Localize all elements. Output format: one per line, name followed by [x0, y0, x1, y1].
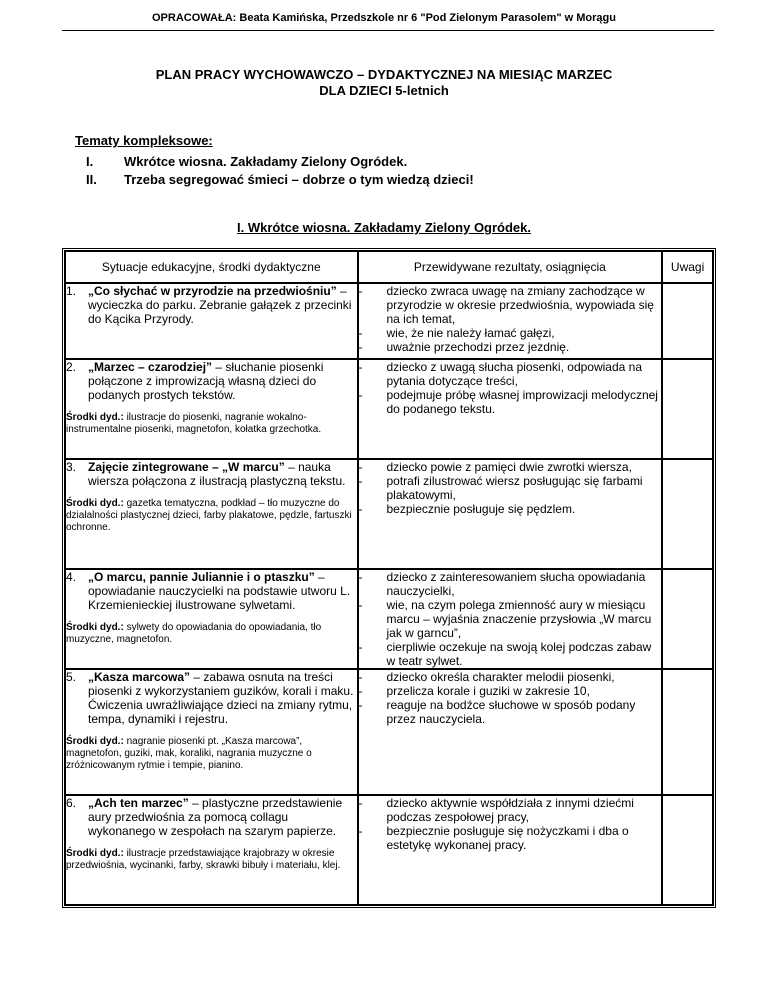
result-item — [359, 326, 662, 340]
item-description: – plastyczne przedstawienie aury przedwiośnia za pomocą collagu wykonanego w zespołach na szarym papierze. — [88, 796, 343, 838]
item-description: – nauka wiersza połączona z ilustracją plastyczną tekstu. — [88, 460, 346, 488]
results-cell — [358, 795, 663, 905]
situation-item — [66, 284, 357, 326]
situation-cell — [65, 283, 358, 359]
dash-bullet: - — [358, 684, 363, 698]
table-row — [65, 569, 713, 669]
item-description: – słuchanie piosenki połączone z improwizacją własną dzieci do podanych prostych tekstów. — [88, 360, 324, 402]
item-number: 6. — [66, 796, 77, 810]
item-description: – opowiadanie nauczycielki na podstawie utworu L. Krzemienieckiej ilustrowane sylwetami. — [88, 570, 351, 612]
item-text — [88, 570, 357, 612]
notes-cell — [662, 459, 713, 569]
teaching-aids — [66, 736, 357, 772]
document-title — [0, 67, 768, 99]
item-title: Zajęcie zintegrowane – „W marcu” — [88, 460, 285, 474]
dash-bullet: - — [358, 598, 363, 612]
result-text: podejmuje próbę własnej improwizacji melodycznej do podanego tekstu. — [386, 388, 658, 416]
item-number: 5. — [66, 670, 77, 684]
situation-cell — [65, 569, 358, 669]
notes-cell — [662, 795, 713, 905]
teaching-aids-text: gazetka tematyczna, podkład – tło muzyczne do działalności plastycznej dzieci, farby plakatowe, pędzle, fartuszki ochronne. — [66, 498, 352, 533]
result-text: dziecko aktywnie współdziała z innymi dziećmi podczas zespołowej pracy, — [386, 796, 634, 824]
result-text: dziecko powie z pamięci dwie zwrotki wiersza, — [386, 460, 632, 474]
header-results: Przewidywane rezultaty, osiągnięcia — [358, 251, 663, 283]
notes-cell — [662, 569, 713, 669]
result-text: dziecko określa charakter melodii piosenki, — [386, 670, 615, 684]
theme-item — [82, 171, 474, 189]
dash-bullet: - — [358, 460, 363, 474]
theme-text: Wkrótce wiosna. Zakładamy Zielony Ogródek. — [124, 154, 408, 169]
result-item — [359, 796, 662, 824]
dash-bullet: - — [358, 670, 363, 684]
result-item — [359, 684, 662, 698]
notes-cell — [662, 669, 713, 795]
result-item — [359, 598, 662, 640]
header-situations: Sytuacje edukacyjne, środki dydaktyczne — [65, 251, 358, 283]
theme-number: I. — [86, 154, 94, 169]
result-item — [359, 824, 662, 852]
result-text: przelicza korale i guziki w zakresie 10, — [386, 684, 590, 698]
item-text — [88, 360, 357, 402]
result-item — [359, 698, 662, 726]
result-item — [359, 570, 662, 598]
item-title: „Co słychać w przyrodzie na przedwiośniu” — [88, 284, 337, 298]
situation-cell — [65, 359, 358, 459]
result-text: dziecko z zainteresowaniem słucha opowiadania nauczycielki, — [386, 570, 646, 598]
theme-item — [82, 153, 474, 171]
teaching-aids-label: Środki dyd.: — [66, 848, 124, 859]
situation-cell — [65, 669, 358, 795]
teaching-aids — [66, 848, 357, 872]
result-text: bezpiecznie posługuje się nożyczkami i dba o estetykę wykonanej pracy. — [386, 824, 629, 852]
item-number: 1. — [66, 284, 77, 298]
result-text: reaguje na bodźce słuchowe w sposób podany przez nauczyciela. — [386, 698, 636, 726]
dash-bullet: - — [358, 640, 363, 654]
teaching-aids-label: Środki dyd.: — [66, 412, 124, 423]
teaching-aids — [66, 498, 357, 534]
dash-bullet: - — [358, 824, 363, 838]
teaching-aids-text: sylwety do opowiadania do opowiadania, tło muzyczne, magnetofon. — [66, 622, 322, 645]
result-text: dziecko zwraca uwagę na zmiany zachodzące w przyrodzie w okresie przedwiośnia, wypowiada się na ich temat, — [386, 284, 654, 326]
teaching-aids-label: Środki dyd.: — [66, 498, 124, 509]
teaching-aids-text: ilustracje przedstawiające krajobrazy w okresie przedwiośnia, wycinanki, farby, skrawki bibuły i materiału, klej. — [66, 848, 341, 871]
table-row — [65, 669, 713, 795]
result-item — [359, 640, 662, 668]
title-line-2: DLA DZIECI 5-letnich — [319, 83, 449, 98]
result-item — [359, 284, 662, 326]
result-item — [359, 360, 662, 388]
dash-bullet: - — [358, 570, 363, 584]
dash-bullet: - — [358, 474, 363, 488]
situation-cell — [65, 795, 358, 905]
teaching-aids — [66, 412, 357, 436]
table-row — [65, 459, 713, 569]
item-text — [88, 460, 357, 488]
item-description: – wycieczka do parku. Zebranie gałązek z przecinki do Kącika Przyrody. — [88, 284, 352, 326]
plan-table — [62, 248, 716, 908]
result-text: wie, że nie należy łamać gałęzi, — [386, 326, 555, 340]
teaching-aids-label: Środki dyd.: — [66, 736, 124, 747]
results-cell — [358, 669, 663, 795]
dash-bullet: - — [358, 326, 363, 340]
table-row — [65, 283, 713, 359]
title-line-1: PLAN PRACY WYCHOWAWCZO – DYDAKTYCZNEJ NA MIESIĄC MARZEC — [155, 67, 613, 82]
item-text — [88, 670, 357, 726]
result-item — [359, 474, 662, 502]
dash-bullet: - — [358, 698, 363, 712]
teaching-aids-label: Środki dyd.: — [66, 622, 124, 633]
table-row — [65, 359, 713, 459]
teaching-aids-text: nagranie piosenki pt. „Kasza marcowa”, magnetofon, guziki, mak, koraliki, nagrania muzyczne o zróżnicowanym rytmie i tempie, pianino. — [66, 736, 312, 771]
dash-bullet: - — [358, 340, 363, 354]
dash-bullet: - — [358, 284, 363, 298]
result-item — [359, 460, 662, 474]
dash-bullet: - — [358, 360, 363, 374]
item-title: „Ach ten marzec” — [88, 796, 189, 810]
results-cell — [358, 283, 663, 359]
result-text: potrafi zilustrować wiersz posługując się farbami plakatowymi, — [386, 474, 643, 502]
item-text — [88, 796, 357, 838]
header-notes: Uwagi — [662, 251, 713, 283]
notes-cell — [662, 359, 713, 459]
dash-bullet: - — [358, 502, 363, 516]
result-text: cierpliwie oczekuje na swoją kolej podczas zabaw w teatr sylwet. — [386, 640, 652, 668]
item-text — [88, 284, 357, 326]
notes-cell — [662, 283, 713, 359]
teaching-aids — [66, 622, 357, 646]
result-text: uważnie przechodzi przez jezdnię. — [386, 340, 570, 354]
results-cell — [358, 459, 663, 569]
theme-text: Trzeba segregować śmieci – dobrze o tym wiedzą dzieci! — [124, 172, 474, 187]
item-number: 3. — [66, 460, 77, 474]
section-title: I. Wkrótce wiosna. Zakładamy Zielony Ogródek. — [236, 220, 532, 235]
teaching-aids-text: ilustracje do piosenki, nagranie wokalno-instrumentalne piosenki, magnetofon, kołatka grzechotka. — [66, 412, 322, 435]
header-divider — [62, 30, 714, 31]
table-header-row — [65, 251, 713, 283]
situation-item — [66, 796, 357, 838]
result-text: wie, na czym polega zmienność aury w miesiącu marcu – wyjaśnia znaczenie przysłowia „W marcu jak w garncu”, — [386, 598, 652, 640]
dash-bullet: - — [358, 388, 363, 402]
result-item — [359, 388, 662, 416]
themes-list — [82, 153, 474, 189]
result-text: dziecko z uwagą słucha piosenki, odpowiada na pytania dotyczące treści, — [386, 360, 642, 388]
result-item — [359, 502, 662, 516]
dash-bullet: - — [358, 796, 363, 810]
item-title: „Marzec – czarodziej” — [88, 360, 213, 374]
item-number: 4. — [66, 570, 77, 584]
item-number: 2. — [66, 360, 77, 374]
page-header: OPRACOWAŁA: Beata Kamińska, Przedszkole nr 6 "Pod Zielonym Parasolem" w Morągu — [152, 12, 616, 24]
results-cell — [358, 359, 663, 459]
theme-number: II. — [86, 172, 97, 187]
result-text: bezpiecznie posługuje się pędzlem. — [386, 502, 576, 516]
table-row — [65, 795, 713, 905]
situation-item — [66, 460, 357, 488]
themes-heading: Tematy kompleksowe: — [75, 133, 213, 148]
item-title: „Kasza marcowa” — [88, 670, 191, 684]
results-cell — [358, 569, 663, 669]
result-item — [359, 340, 662, 354]
item-description: – zabawa osnuta na treści piosenki z wykorzystaniem guzików, korali i maku. Ćwiczenia uwrażliwiające dzieci na zmiany rytmu, tempa, dynamiki i rejestru. — [88, 670, 354, 726]
situation-item — [66, 670, 357, 726]
situation-item — [66, 360, 357, 402]
situation-item — [66, 570, 357, 612]
item-title: „O marcu, pannie Juliannie i o ptaszku” — [88, 570, 315, 584]
situation-cell — [65, 459, 358, 569]
result-item — [359, 670, 662, 684]
